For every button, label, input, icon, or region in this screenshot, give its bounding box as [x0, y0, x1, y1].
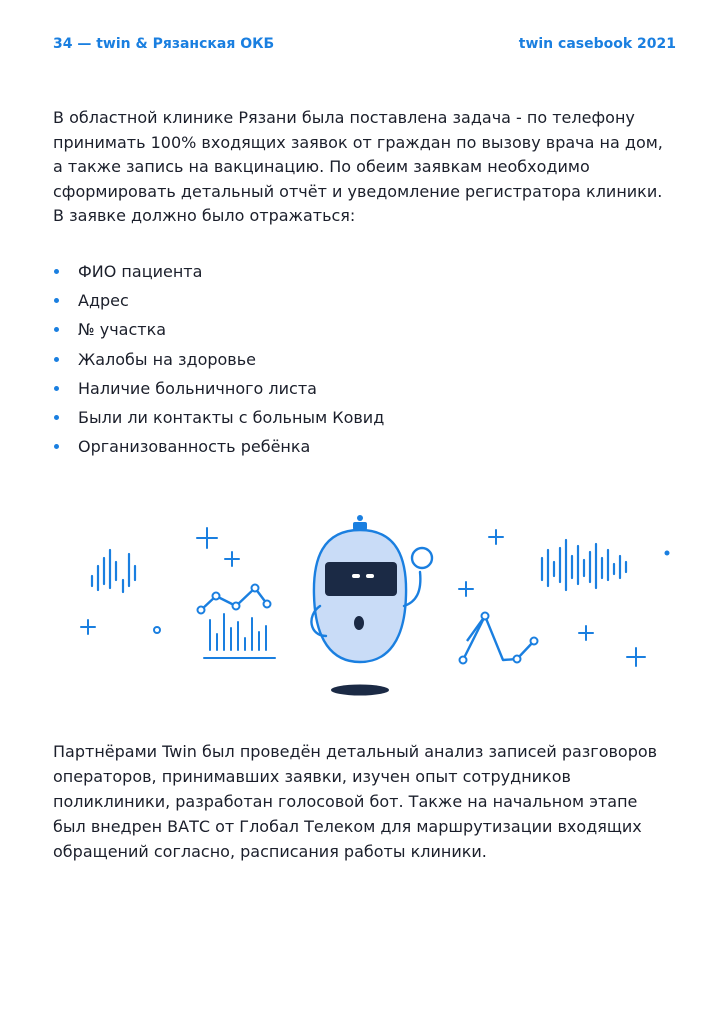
dot-icon: [665, 551, 670, 556]
list-item: Были ли контакты с больным Ковид: [53, 403, 384, 432]
page-header: [53, 36, 676, 52]
list-item: ФИО пациента: [53, 257, 384, 286]
sound-wave-icon: [92, 550, 135, 592]
sound-wave-icon: [542, 540, 626, 590]
bullet-dot-icon: [54, 444, 59, 449]
line-chart-icon: [460, 613, 538, 664]
bullet-dot-icon: [54, 327, 59, 332]
bar-chart-icon: [204, 614, 275, 658]
list-item: Жалобы на здоровье: [53, 345, 384, 374]
sparkle-icon: [459, 530, 645, 666]
magnifier-icon: [412, 548, 432, 568]
bullet-dot-icon: [54, 386, 59, 391]
bullet-dot-icon: [54, 269, 59, 274]
bullet-dot-icon: [54, 415, 59, 420]
bullet-dot-icon: [54, 298, 59, 303]
list-item: Организованность ребёнка: [53, 432, 384, 461]
line-chart-icon: [198, 585, 271, 614]
header-right-title: twin casebook 2021: [518, 36, 676, 52]
dot-icon: [154, 627, 160, 633]
list-item: № участка: [53, 315, 384, 344]
bullet-dot-icon: [54, 357, 59, 362]
requirements-list: [53, 257, 384, 461]
header-left-title: 34 — twin & Рязанская ОКБ: [53, 36, 275, 52]
outro-paragraph: Партнёрами Twin был проведён детальный анализ записей разговоров операторов, принимавших заявки, изучен опыт сотрудников поликлиники, разработан голосовой бот. Также на начальном этапе был внедрен ВАТС от Глобал Телеком для маршрутизации входящих обращений согласно, расписания работы клиники.: [53, 742, 658, 861]
robot-icon: [311, 515, 432, 696]
list-item: Адрес: [53, 286, 384, 315]
intro-paragraph: В областной клинике Рязани была поставлена задача - по телефону принимать 100% входящих заявок от граждан по вызову врача на дом, а также запись на вакцинацию. По обеим заявкам необходимо сформировать детальный отчёт и уведомление регистратора клиники. В заявке должно было отражаться:: [53, 108, 663, 225]
list-item: Наличие больничного листа: [53, 374, 384, 403]
robot-illustration: [70, 510, 670, 700]
